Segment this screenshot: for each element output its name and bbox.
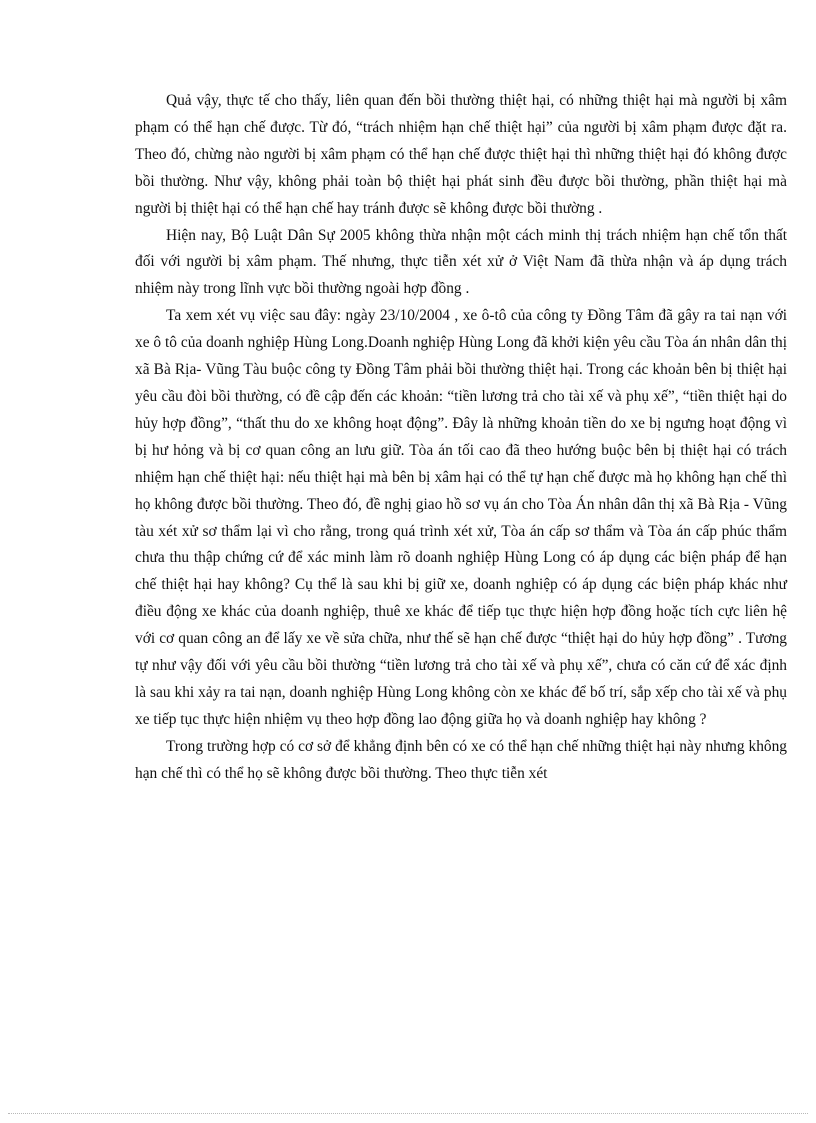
paragraph-2: Hiện nay, Bộ Luật Dân Sự 2005 không thừa nhận một cách minh thị trách nhiệm hạn chế tổn thất đối với người bị xâm phạm. Thế nhưng, thực tiễn xét xử ở Việt Nam đã thừa nhận và áp dụng trách nhiệm này trong lĩnh vực bồi thường ngoài hợp đồng . [135, 226, 787, 298]
paragraph-1: Quả vậy, thực tế cho thấy, liên quan đến bồi thường thiệt hại, có những thiệt hại mà người bị xâm phạm có thể hạn chế được. Từ đó, “trách nhiệm hạn chế thiệt hại” của người bị xâm phạm được đặt ra. Theo đó, chừng nào người bị xâm phạm có thể hạn chế được thiệt hại thì những thiệt hại đó không được bồi thường. Như vậy, không phải toàn bộ thiệt hại phát sinh đều được bồi thường, phần thiệt hại mà người bị thiệt hại có thể hạn chế hay tránh được sẽ không được bồi thường . [135, 92, 787, 217]
page-bottom-divider [8, 1113, 808, 1114]
paragraph-3: Ta xem xét vụ việc sau đây: ngày 23/10/2004 , xe ô-tô của công ty Đồng Tâm đã gây ra tai nạn với xe ô tô của doanh nghiệp Hùng Long.Doanh nghiệp Hùng Long đã khởi kiện yêu cầu Tòa án nhân dân thị xã Bà Rịa- Vũng Tàu buộc công ty Đồng Tâm phải bồi thường thiệt hại. Trong các khoản bên bị thiệt hại yêu cầu đòi bồi thường, có đề cập đến các khoản: “tiền lương trả cho tài xế và phụ xế”, “tiền thiệt hại do hủy hợp đồng”, “thất thu do xe không hoạt động”. Đây là những khoản tiền do xe bị ngưng hoạt động vì bị hư hỏng và bị cơ quan công an lưu giữ. Tòa án tối cao đã theo hướng buộc bên bị thiệt hại có trách nhiệm hạn chế thiệt hại: nếu thiệt hại mà bên bị xâm hại có thể tự hạn chế được mà họ không hạn chế thì họ không được bồi thường. Theo đó, đề nghị giao hồ sơ vụ án cho Tòa Án nhân dân thị xã Bà Rịa - Vũng tàu xét xử sơ thẩm lại vì cho rằng, trong quá trình xét xử, Tòa án cấp sơ thẩm và Tòa án cấp phúc thẩm chưa thu thập chứng cứ để xác minh làm rõ doanh nghiệp Hùng Long có áp dụng các biện pháp để hạn chế thiệt hại hay không? Cụ thể là sau khi bị giữ xe, doanh nghiệp có áp dụng các biện pháp khác như điều động xe khác của doanh nghiệp, thuê xe khác để tiếp tục thực hiện hợp đồng hoặc tích cực liên hệ với cơ quan công an để lấy xe về sửa chữa, như thế sẽ hạn chế được “thiệt hại do hủy hợp đồng” . Tương tự như vậy đối với yêu cầu bồi thường “tiền lương trả cho tài xế và phụ xế”, chưa có căn cứ để xác định là sau khi xảy ra tai nạn, doanh nghiệp Hùng Long không còn xe khác để bố trí, sắp xếp cho tài xế và phụ xe tiếp tục thực hiện nhiệm vụ theo hợp đồng lao động giữa họ và doanh nghiệp hay không ? [135, 307, 787, 728]
paragraph-4: Trong trường hợp có cơ sở để khẳng định bên có xe có thể hạn chế những thiệt hại này nhưng không hạn chế thì có thể họ sẽ không được bồi thường. Theo thực tiễn xét [135, 737, 787, 782]
document-body [135, 88, 787, 788]
